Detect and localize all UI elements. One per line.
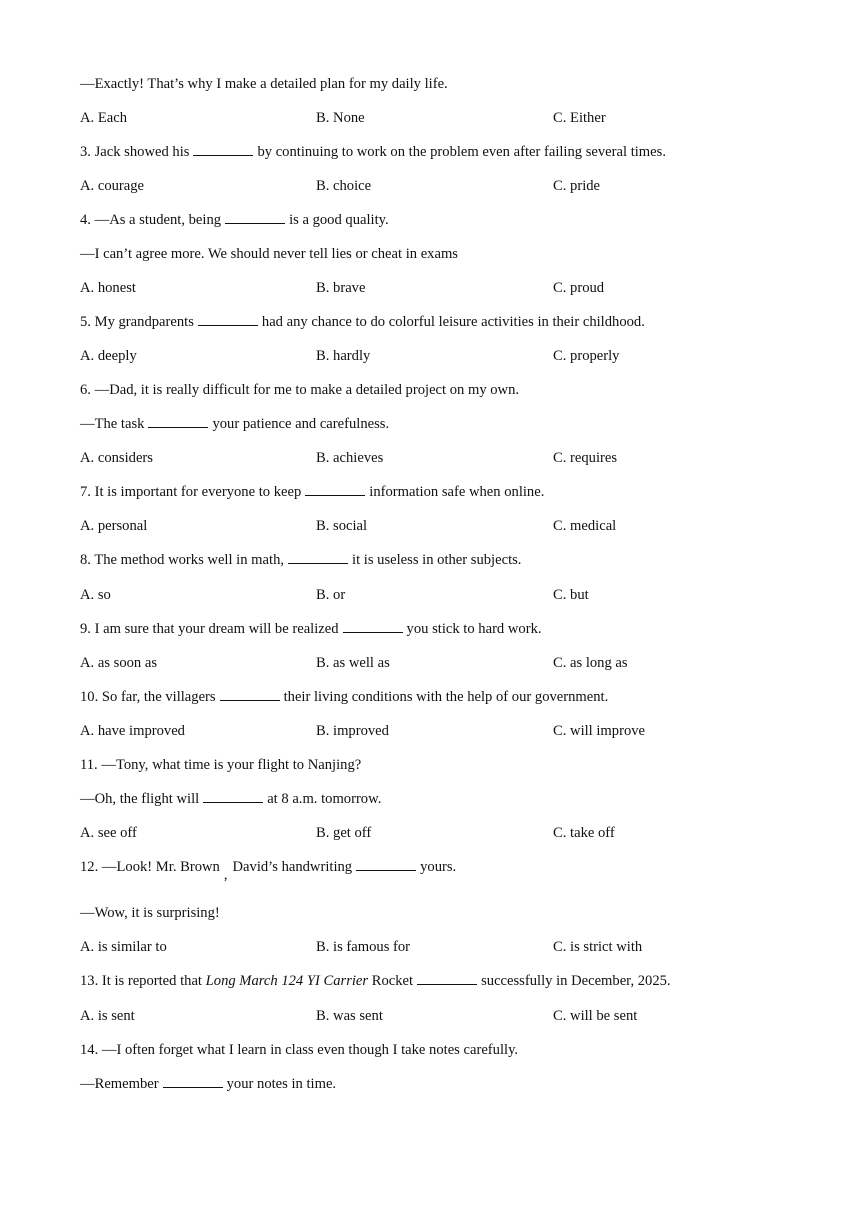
question-4-reply: —I can’t agree more. We should never tell lies or cheat in exams <box>80 246 458 262</box>
question-11-reply: —Oh, the flight will at 8 a.m. tomorrow. <box>80 791 382 807</box>
question-4-option-c: C. proud <box>553 280 605 296</box>
question-8-option-b: B. or <box>316 587 346 603</box>
question-12-option-a: A. is similar to <box>80 939 167 955</box>
question-14-stem: 14. —I often forget what I learn in class even though I take notes carefully. <box>80 1042 519 1058</box>
question-4-option-a: A. honest <box>80 280 136 296</box>
question-13-option-a: A. is sent <box>80 1008 135 1024</box>
answer-blank <box>203 790 263 803</box>
question-3-option-a: A. courage <box>80 178 145 194</box>
question-2-option-b: B. None <box>316 110 365 126</box>
answer-blank <box>220 688 280 701</box>
question-7-option-a: A. personal <box>80 518 148 534</box>
answer-blank <box>288 551 348 564</box>
question-8-option-a: A. so <box>80 587 111 603</box>
question-3-option-b: B. choice <box>316 178 372 194</box>
question-7-option-b: B. social <box>316 518 368 534</box>
question-11-option-a: A. see off <box>80 825 137 841</box>
question-11-option-c: C. take off <box>553 825 615 841</box>
question-12-option-c: C. is strict with <box>553 939 643 955</box>
question-13-stem: 13. It is reported that Long March 124 YI Carrier Rocket successfully in December, 2025. <box>80 973 671 989</box>
question-10-option-c: C. will improve <box>553 723 646 739</box>
answer-blank <box>225 211 285 224</box>
question-3-stem: 3. Jack showed his by continuing to work on the problem even after failing several times. <box>80 144 666 160</box>
question-10-option-b: B. improved <box>316 723 389 739</box>
question-6-option-a: A. considers <box>80 450 153 466</box>
answer-blank <box>163 1075 223 1088</box>
question-7-option-c: C. medical <box>553 518 617 534</box>
question-6-reply: —The task your patience and carefulness. <box>80 416 390 432</box>
question-10-stem: 10. So far, the villagers their living conditions with the help of our government. <box>80 689 609 705</box>
question-13-option-c: C. will be sent <box>553 1008 638 1024</box>
question-5-option-b: B. hardly <box>316 348 371 364</box>
question-6-option-c: C. requires <box>553 450 618 466</box>
answer-blank <box>305 483 365 496</box>
question-6-option-b: B. achieves <box>316 450 384 466</box>
answer-blank <box>198 313 258 326</box>
question-7-stem: 7. It is important for everyone to keep information safe when online. <box>80 484 545 500</box>
question-4-stem: 4. —As a student, being is a good quality. <box>80 212 389 228</box>
answer-blank <box>356 858 416 871</box>
question-9-option-a: A. as soon as <box>80 655 158 671</box>
answer-blank <box>148 415 208 428</box>
question-2-reply: —Exactly! That’s why I make a detailed plan for my daily life. <box>80 76 448 92</box>
answer-blank <box>343 620 403 633</box>
question-9-stem: 9. I am sure that your dream will be realized you stick to hard work. <box>80 621 542 637</box>
question-11-option-b: B. get off <box>316 825 372 841</box>
question-5-option-a: A. deeply <box>80 348 137 364</box>
question-10-option-a: A. have improved <box>80 723 185 739</box>
question-8-option-c: C. but <box>553 587 589 603</box>
question-9-option-c: C. as long as <box>553 655 628 671</box>
question-13-option-b: B. was sent <box>316 1008 383 1024</box>
question-14-reply: —Remember your notes in time. <box>80 1076 337 1092</box>
question-9-option-b: B. as well as <box>316 655 390 671</box>
question-3-option-c: C. pride <box>553 178 601 194</box>
rocket-name: Long March 124 YI Carrier <box>205 973 369 989</box>
question-2-option-c: C. Either <box>553 110 606 126</box>
question-5-option-c: C. properly <box>553 348 620 364</box>
question-12-stem: 12. —Look! Mr. Brown , David’s handwriting yours. <box>80 859 457 883</box>
question-12-reply: —Wow, it is surprising! <box>80 905 220 921</box>
question-8-stem: 8. The method works well in math, it is useless in other subjects. <box>80 552 522 568</box>
question-11-stem: 11. —Tony, what time is your flight to Nanjing? <box>80 757 362 773</box>
question-6-stem: 6. —Dad, it is really difficult for me to make a detailed project on my own. <box>80 382 520 398</box>
question-5-stem: 5. My grandparents had any chance to do colorful leisure activities in their childhood. <box>80 314 645 330</box>
question-4-option-b: B. brave <box>316 280 366 296</box>
answer-blank <box>417 972 477 985</box>
question-2-option-a: A. Each <box>80 110 128 126</box>
answer-blank <box>193 143 253 156</box>
question-12-option-b: B. is famous for <box>316 939 411 955</box>
